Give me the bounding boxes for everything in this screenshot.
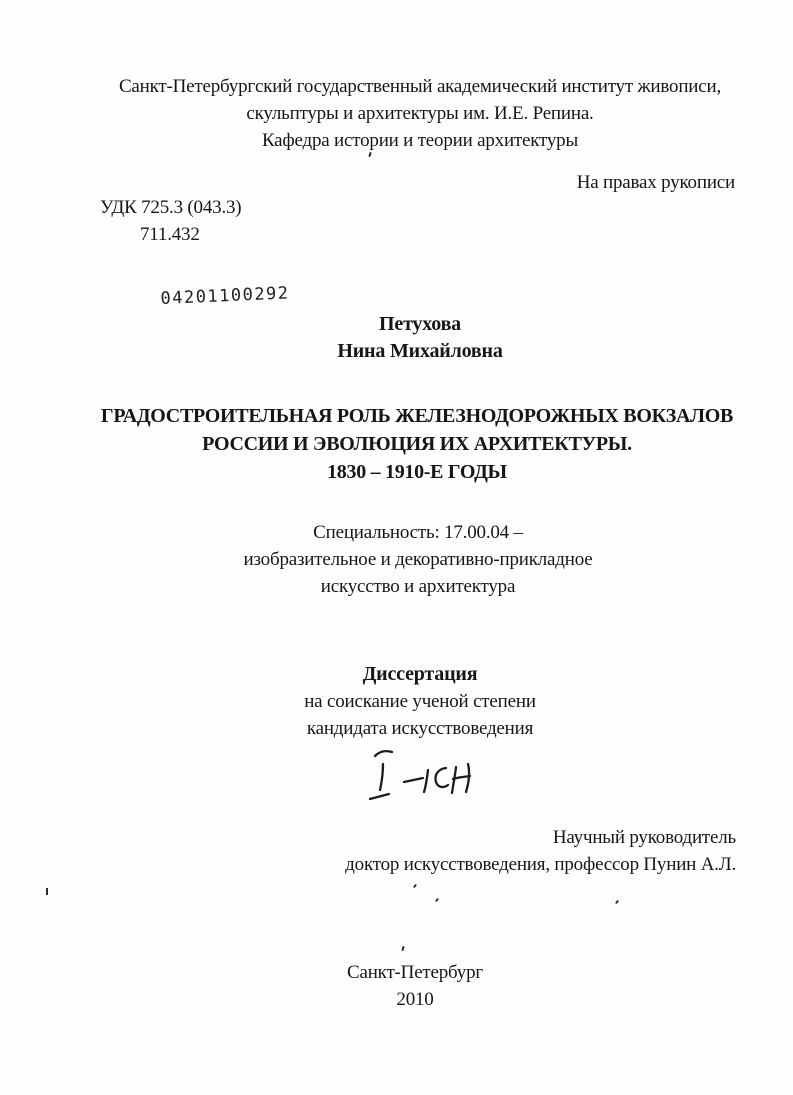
author-surname: Петухова bbox=[379, 313, 461, 335]
specialty-line: искусство и архитектура bbox=[320, 576, 516, 597]
institution-header bbox=[100, 73, 740, 154]
dissertation-subline: кандидата искусствоведения bbox=[306, 718, 534, 739]
specialty-line: изобразительное и декоративно-прикладное bbox=[243, 549, 593, 570]
udk-block bbox=[100, 194, 241, 248]
title-line: ГРАДОСТРОИТЕЛЬНАЯ РОЛЬ ЖЕЛЕЗНОДОРОЖНЫХ ВОКЗАЛОВ bbox=[100, 405, 734, 427]
institution-line: Кафедра истории и теории архитектуры bbox=[261, 130, 579, 151]
scan-speckle bbox=[435, 898, 439, 902]
udk-line-1: УДК 725.3 (043.3) bbox=[100, 197, 242, 218]
scan-speckle bbox=[401, 946, 404, 951]
institution-line: Санкт-Петербургский государственный академический институт живописи, bbox=[118, 76, 722, 97]
dissertation-subline: на соискание ученой степени bbox=[304, 691, 536, 712]
supervisor-block bbox=[236, 824, 736, 878]
author-block bbox=[100, 311, 740, 365]
title-line: 1830 – 1910-Е ГОДЫ bbox=[327, 461, 507, 483]
dissertation-title bbox=[60, 402, 774, 486]
specialty-block bbox=[98, 519, 738, 600]
scan-speckle bbox=[615, 900, 619, 904]
author-name-patronymic: Нина Михайловна bbox=[337, 340, 503, 362]
scan-speckle bbox=[413, 884, 417, 888]
supervisor-label: Научный руководитель bbox=[552, 827, 736, 848]
udk-line-2: 711.432 bbox=[140, 224, 200, 245]
manuscript-note: На правах рукописи bbox=[576, 172, 735, 193]
specialty-line: Специальность: 17.00.04 – bbox=[313, 522, 523, 543]
scan-speckle bbox=[368, 152, 371, 157]
dissertation-block bbox=[100, 661, 740, 742]
dissertation-heading: Диссертация bbox=[362, 663, 478, 685]
scan-speckle bbox=[46, 888, 48, 895]
handwritten-mark bbox=[350, 742, 480, 812]
stamp-number: 04201100292 bbox=[160, 283, 290, 309]
institution-line: скульптуры и архитектуры им. И.Е. Репина. bbox=[246, 103, 594, 124]
title-line: РОССИИ И ЭВОЛЮЦИЯ ИХ АРХИТЕКТУРЫ. bbox=[202, 433, 632, 455]
footer-year: 2010 bbox=[396, 989, 434, 1010]
footer-block bbox=[95, 959, 735, 1013]
supervisor-name: доктор искусствоведения, профессор Пунин А.Л. bbox=[345, 854, 736, 875]
footer-city: Санкт-Петербург bbox=[346, 962, 483, 983]
